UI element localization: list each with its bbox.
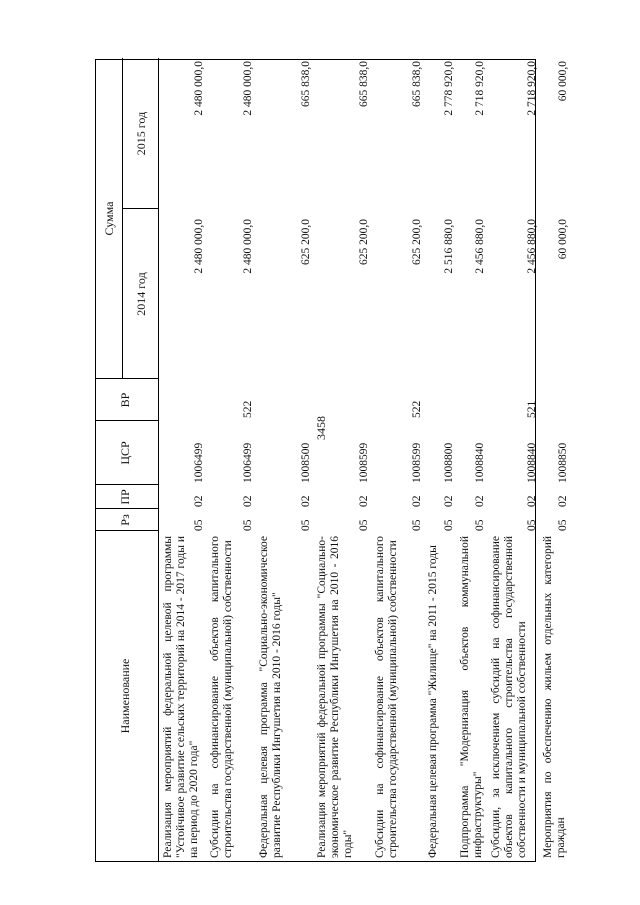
row-5-pr: 02	[411, 495, 423, 507]
table-frame	[95, 59, 569, 862]
row-9-pr: 02	[557, 495, 569, 507]
row-3-rz: 05	[300, 519, 312, 531]
row-2-vr: 522	[242, 400, 254, 418]
row-2-csr: 1006499	[242, 442, 254, 483]
row-4-y2015: 665 838,0	[358, 61, 370, 107]
row-2-pr: 02	[242, 495, 254, 507]
row-9-name: Мероприятия по обеспечению жильем отдельных категорий граждан	[542, 536, 567, 858]
row-5-y2015: 665 838,0	[411, 61, 423, 107]
row-1-name: Реализация мероприятий федеральной целевой программы "Устойчивое развитие сельских территорий на 2014 - 2017 годы и на период до 2020 года"	[162, 536, 200, 858]
row-2-rz: 05	[242, 519, 254, 531]
header-rz: Рз	[118, 514, 132, 526]
header-2015: 2015 год	[134, 111, 148, 156]
row-8-vr: 521	[526, 400, 538, 418]
row-4-csr: 1008599	[358, 442, 370, 483]
row-1-y2014: 2 480 000,0	[193, 219, 205, 274]
budget-table	[95, 59, 569, 862]
row-7-y2014: 2 456 880,0	[474, 219, 486, 274]
row-5-name: Субсидии на софинансирование объектов капитального строительства государственной (муниципальной) собственности	[374, 536, 399, 858]
row-3-y2014: 625 200,0	[300, 219, 312, 265]
row-9-y2015: 60 000,0	[557, 61, 569, 102]
row-8-rz: 05	[526, 519, 538, 531]
row-7-pr: 02	[474, 495, 486, 507]
header-name: Наименование	[118, 658, 132, 734]
row-6-y2015: 2 778 920,0	[443, 61, 455, 116]
row-8-y2015: 2 718 920,0	[526, 61, 538, 116]
row-8-name: Субсидии, за исключением субсидий на софинансирование объектов капитального строительства государственной собственности и муниципальной собственности	[490, 536, 528, 858]
header-csr: ЦСР	[118, 441, 132, 465]
row-4-y2014: 625 200,0	[358, 219, 370, 265]
row-6-name: Федеральная целевая программа "Жилище" на 2011 - 2015 годы	[427, 545, 439, 858]
row-9-y2014: 60 000,0	[557, 219, 569, 260]
row-1-rz: 05	[193, 519, 205, 531]
row-1-y2015: 2 480 000,0	[193, 61, 205, 116]
row-2-y2014: 2 480 000,0	[242, 219, 254, 274]
row-7-name: Подпрограмма "Модернизация объектов коммунальной инфраструктуры"	[459, 536, 484, 858]
row-8-csr: 1008840	[526, 442, 538, 483]
rule-sum-subheader	[122, 58, 123, 379]
row-4-rz: 05	[358, 519, 370, 531]
row-8-pr: 02	[526, 495, 538, 507]
row-7-csr: 1008840	[474, 442, 486, 483]
row-3-pr: 02	[300, 495, 312, 507]
row-6-rz: 05	[443, 519, 455, 531]
row-5-y2014: 625 200,0	[411, 219, 423, 265]
row-4-pr: 02	[358, 495, 370, 507]
row-4-name: Реализация мероприятий федеральной программы "Социально-экономическое развитие Республики Ингушетия на 2010 - 2016 годы"	[316, 536, 354, 858]
row-9-csr: 1008850	[557, 442, 569, 483]
row-7-rz: 05	[474, 519, 486, 531]
row-6-y2014: 2 516 880,0	[443, 219, 455, 274]
header-vr: ВР	[118, 392, 132, 408]
row-3-name: Федеральная целевая программа "Социально-экономическое развитие Республики Ингушетия на 2010 - 2016 годы"	[258, 536, 283, 858]
row-1-pr: 02	[193, 495, 205, 507]
header-2014: 2014 год	[134, 272, 148, 316]
header-bottom-rule	[158, 58, 159, 861]
page-number: 3458	[314, 416, 328, 440]
row-2-name: Субсидии на софинансирование объектов капитального строительства государственной (муниципальной) собственности	[209, 536, 234, 858]
row-1-csr: 1006499	[193, 442, 205, 483]
row-2-y2015: 2 480 000,0	[242, 61, 254, 116]
header-pr: ПР	[118, 489, 132, 505]
row-6-csr: 1008800	[443, 442, 455, 483]
row-6-pr: 02	[443, 495, 455, 507]
row-5-csr: 1008599	[411, 442, 423, 483]
row-7-y2015: 2 718 920,0	[474, 61, 486, 116]
row-5-vr: 522	[411, 400, 423, 418]
row-3-csr: 1008500	[300, 442, 312, 483]
row-3-y2015: 665 838,0	[300, 61, 312, 107]
row-9-rz: 05	[557, 519, 569, 531]
row-8-y2014: 2 456 880,0	[526, 219, 538, 274]
header-sum: Сумма	[102, 201, 116, 236]
row-5-rz: 05	[411, 519, 423, 531]
